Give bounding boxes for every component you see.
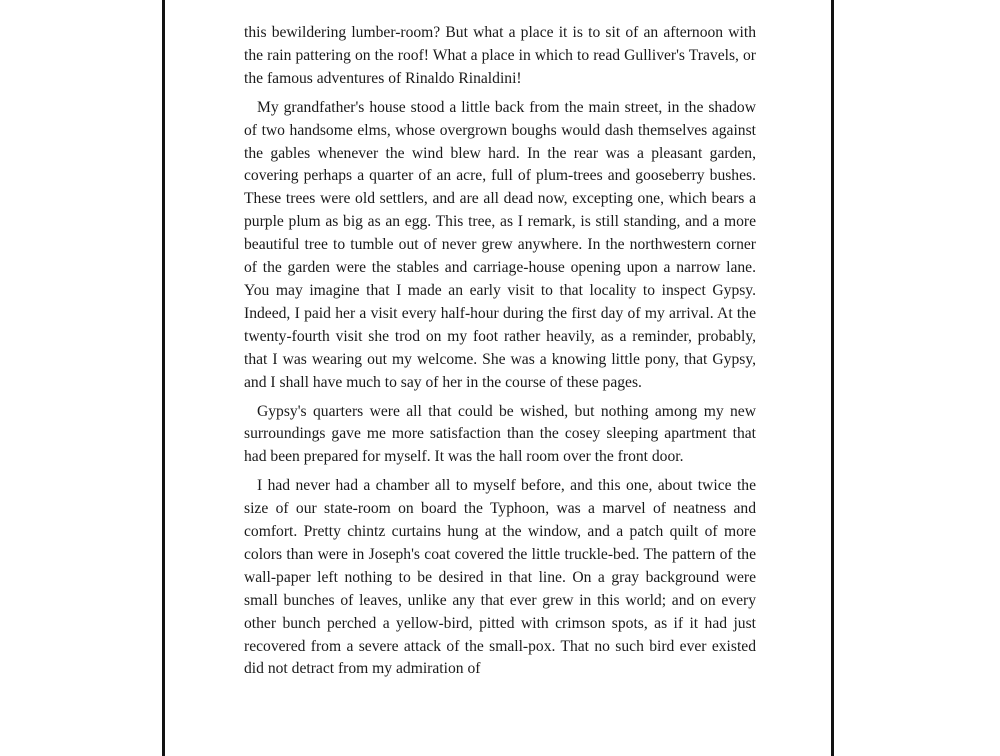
paragraph-2: My grandfather's house stood a little back from the main street, in the shadow of two handsome elms, whose overgrown boughs would dash themselves against the gables whenever the wind blew hard. In the rear was a pleasant garden, covering perhaps a quarter of an acre, full of plum-trees and gooseberry bushes. These trees were old settlers, and are all dead now, excepting one, which bears a purple plum as big as an egg. This tree, as I remark, is still standing, and a more beautiful tree to tumble out of never grew anywhere. In the northwestern corner of the garden were the stables and carriage-house opening upon a narrow lane. You may imagine that I made an early visit to that locality to inspect Gypsy. Indeed, I paid her a visit every half-hour during the first day of my arrival. At the twenty-fourth visit she trod on my foot rather heavily, as a reminder, probably, that I was wearing out my welcome. She was a knowing little pony, that Gypsy, and I shall have much to say of her in the course of these pages. xyxy=(244,98,756,391)
paragraph-3: Gypsy's quarters were all that could be wished, but nothing among my new surroundings gave me more satisfaction than the cosey sleeping apartment that had been prepared for myself. It was the hall room over the front door. xyxy=(244,402,756,466)
body-text xyxy=(244,22,756,687)
paragraph-1: this bewildering lumber-room? But what a place it is to sit of an afternoon with the rain pattering on the roof! What a place in which to read Gulliver's Travels, or the famous adventures of Rinaldo Rinaldini! xyxy=(244,24,756,87)
paragraph-4: I had never had a chamber all to myself before, and this one, about twice the size of our state-room on board the Typhoon, was a marvel of neatness and comfort. Pretty chintz curtains hung at the window, and a patch quilt of more colors than were in Joseph's coat covered the little truckle-bed. The pattern of the wall-paper left nothing to be desired in that line. On a gray background were small bunches of leaves, unlike any that ever grew in this world; and on every other bunch perched a yellow-bird, pitted with crimson spots, as if it had just recovered from a severe attack of the small-pox. That no such bird ever existed did not detract from my admiration of xyxy=(244,477,756,678)
